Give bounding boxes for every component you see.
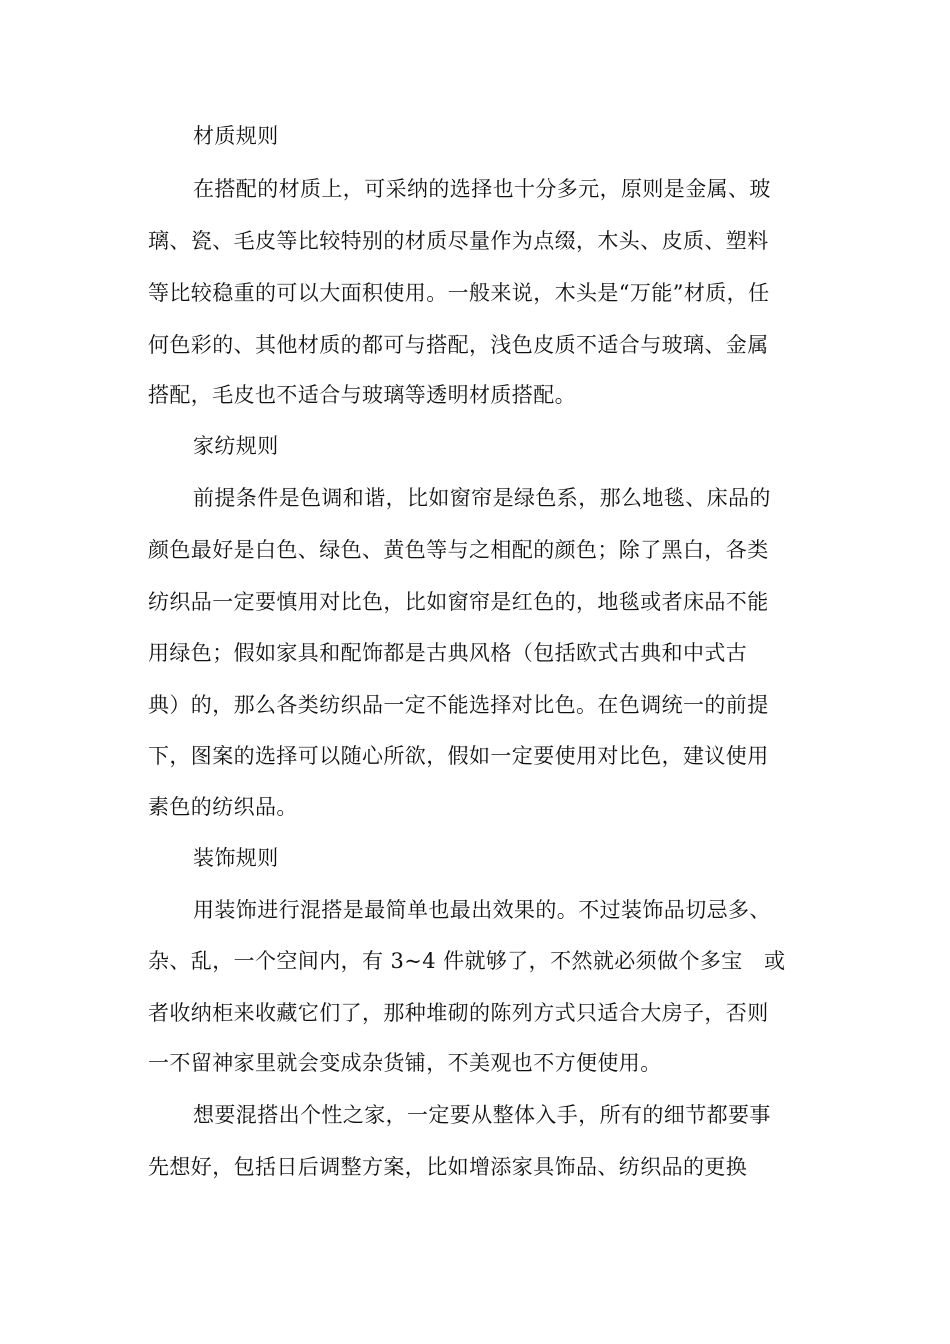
paragraph-line: 颜色最好是白色、绿色、黄色等与之相配的颜色；除了黑白，各类 xyxy=(148,538,769,562)
paragraph-line: 纺织品一定要慎用对比色，比如窗帘是红色的，地毯或者床品不能 xyxy=(148,590,769,614)
paragraph-line: 何色彩的、其他材质的都可与搭配，浅色皮质不适合与玻璃、金属 xyxy=(148,333,769,357)
paragraph-line: 想要混搭出个性之家，一定要从整体入手，所有的细节都要事 xyxy=(193,1103,771,1127)
paragraph-line: 一不留神家里就会变成杂货铺，不美观也不方便使用。 xyxy=(148,1051,662,1075)
heading-decoration-rules: 装饰规则 xyxy=(193,846,279,870)
paragraph-line: 者收纳柜来收藏它们了，那种堆砌的陈列方式只适合大房子，否则 xyxy=(148,1001,769,1025)
paragraph-line: 璃、瓷、毛皮等比较特别的材质尽量作为点缀，木头、皮质、塑料 xyxy=(148,229,769,253)
paragraph-line: 先想好，包括日后调整方案，比如增添家具饰品、纺织品的更换 xyxy=(148,1155,748,1179)
paragraph-line: 下，图案的选择可以随心所欲，假如一定要使用对比色，建议使用 xyxy=(148,744,769,768)
paragraph-line: 搭配，毛皮也不适合与玻璃等透明材质搭配。 xyxy=(148,383,576,407)
heading-textile-rules: 家纺规则 xyxy=(193,434,279,458)
paragraph-line: 在搭配的材质上，可采纳的选择也十分多元，原则是金属、玻 xyxy=(193,177,771,201)
paragraph-line: 素色的纺织品。 xyxy=(148,795,298,819)
paragraph-line: 用装饰进行混搭是最简单也最出效果的。不过装饰品切忌多、 xyxy=(193,898,771,922)
paragraph-line: 用绿色；假如家具和配饰都是古典风格（包括欧式古典和中式古 xyxy=(148,641,748,665)
paragraph-line: 杂、乱，一个空间内，有 3~4 件就够了，不然就必须做个多宝 或 xyxy=(148,949,786,973)
paragraph-line: 等比较稳重的可以大面积使用。一般来说，木头是“万能”材质，任 xyxy=(148,281,770,305)
heading-material-rules: 材质规则 xyxy=(193,124,279,148)
paragraph-line: 典）的，那么各类纺织品一定不能选择对比色。在色调统一的前提 xyxy=(148,693,769,717)
paragraph-line: 前提条件是色调和谐，比如窗帘是绿色系，那么地毯、床品的 xyxy=(193,486,771,510)
